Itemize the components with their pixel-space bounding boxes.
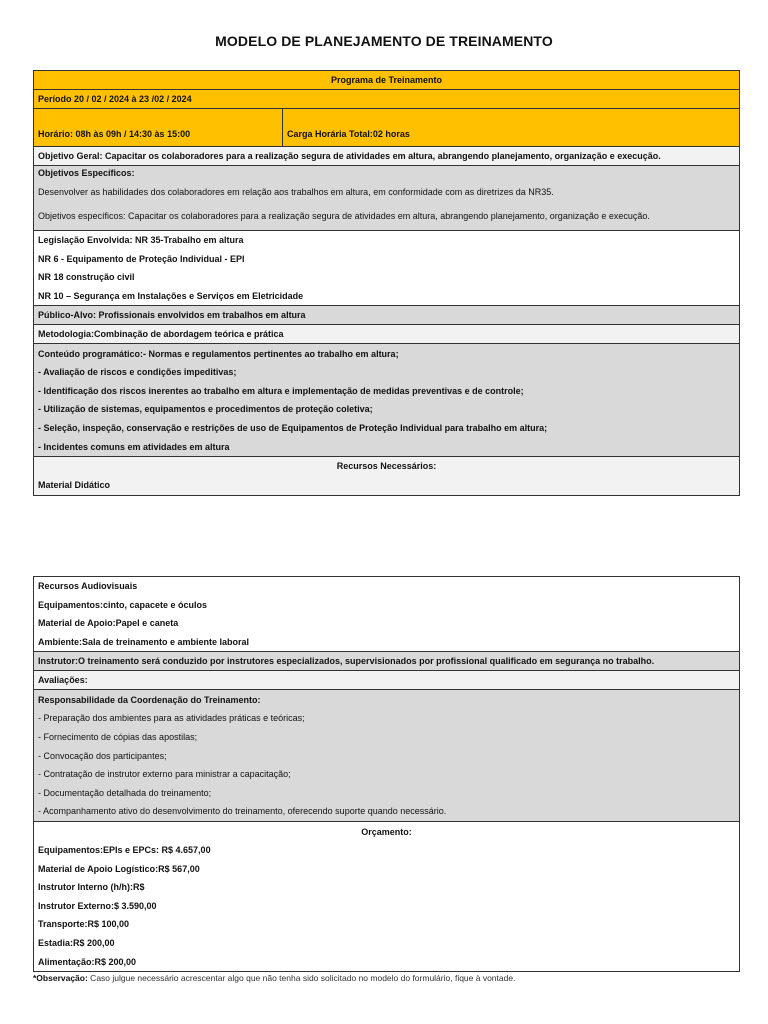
recursos-audiovisuais-row: [34, 577, 740, 652]
objetivos-especificos-cell: [34, 166, 740, 231]
avaliacoes-row: [34, 671, 740, 690]
orcamento-item: Transporte:R$ 100,00: [38, 919, 130, 930]
recursos-necessarios-cell: [34, 457, 740, 495]
orcamento-item: Equipamentos:EPIs e EPCs: R$ 4.657,00: [38, 845, 211, 856]
responsabilidade-item: - Acompanhamento ativo do desenvolvimento do treinamento, oferecendo suporte quando necessário.: [38, 806, 447, 817]
objetivos-especificos-row: [34, 166, 740, 231]
recursos-heading: Recursos Necessários:: [336, 461, 437, 472]
observacao-text: Caso julgue necessário acrescentar algo que não tenha sido solicitado no modelo do formulário, fique à vontade.: [87, 973, 516, 983]
conteudo-item: Conteúdo programático:- Normas e regulamentos pertinentes ao trabalho em altura;: [38, 348, 399, 359]
avaliacoes-cell: Avaliações:: [34, 671, 740, 690]
objetivo-especifico-item: Objetivos específicos: Capacitar os colaboradores para a realização segura de atividades em altura, abrangendo planejamento, organização e execução.: [38, 211, 650, 221]
programa-header: Programa de Treinamento: [34, 71, 740, 90]
conteudo-item: - Incidentes comuns em atividades em altura: [38, 441, 230, 452]
objetivo-geral-row: [34, 147, 740, 166]
objetivos-especificos-heading: Objetivos Específicos:: [38, 168, 135, 178]
recursos-row: [34, 457, 740, 495]
responsabilidade-row: [34, 690, 740, 822]
training-plan-table-part2: [33, 576, 740, 972]
responsabilidade-heading: Responsabilidade da Coordenação do Treinamento:: [38, 694, 261, 705]
conteudo-item: - Avaliação de riscos e condições impeditivas;: [38, 367, 237, 378]
horario-cell: Horário: 08h às 09h / 14:30 às 15:00: [34, 109, 283, 147]
horario-row: [34, 109, 740, 147]
conteudo-programatico-cell: [34, 344, 740, 457]
legislacao-item: NR 10 – Segurança em Instalações e Serviços em Eletricidade: [38, 290, 304, 301]
conteudo-item: - Utilização de sistemas, equipamentos e procedimentos de proteção coletiva;: [38, 404, 373, 415]
instrutor-cell: Instrutor:O treinamento será conduzido por instrutores especializados, supervisionados por profissional qualificado em segurança no trabalho.: [34, 652, 740, 671]
recursos-av-item: Recursos Audiovisuais: [38, 581, 138, 591]
orcamento-item: Instrutor Interno (h/h):R$: [38, 882, 145, 893]
recursos-audiovisuais-cell: [34, 577, 740, 652]
orcamento-item: Instrutor Externo:$ 3.590,00: [38, 900, 157, 911]
recursos-av-item: Equipamentos:cinto, capacete e óculos: [38, 599, 208, 610]
recursos-av-item: Material de Apoio:Papel e caneta: [38, 618, 179, 629]
responsabilidade-item: - Documentação detalhada do treinamento;: [38, 787, 212, 798]
orcamento-item: Estadia:R$ 200,00: [38, 938, 115, 949]
observacao-note: [33, 973, 515, 983]
programa-row: [34, 71, 740, 90]
publico-alvo-row: [34, 306, 740, 325]
metodologia-row: [34, 325, 740, 344]
metodologia-cell: Metodologia:Combinação de abordagem teórica e prática: [34, 325, 740, 344]
responsabilidade-item: - Preparação dos ambientes para as atividades práticas e teóricas;: [38, 713, 305, 724]
orcamento-cell: [34, 822, 740, 972]
recursos-av-item: Ambiente:Sala de treinamento e ambiente laboral: [38, 636, 250, 647]
periodo-cell: Período 20 / 02 / 2024 à 23 /02 / 2024: [34, 90, 740, 109]
observacao-label: *Observação:: [33, 973, 88, 983]
publico-alvo-cell: Público-Alvo: Profissionais envolvidos em trabalhos em altura: [34, 306, 740, 325]
legislacao-item: NR 18 construção civil: [38, 272, 135, 283]
page-title: MODELO DE PLANEJAMENTO DE TREINAMENTO: [215, 33, 553, 49]
orcamento-item: Alimentação:R$ 200,00: [38, 956, 137, 967]
material-didatico: Material Didático: [38, 479, 111, 490]
legislacao-cell: [34, 231, 740, 306]
objetivo-geral-cell: Objetivo Geral: Capacitar os colaboradores para a realização segura de atividades em altura, abrangendo planejamento, organização e execução.: [34, 147, 740, 166]
conteudo-item: - Identificação dos riscos inerentes ao trabalho em altura e implementação de medidas preventivas e de controle;: [38, 385, 524, 396]
orcamento-row: [34, 822, 740, 972]
periodo-row: [34, 90, 740, 109]
orcamento-item: Material de Apoio Logístico:R$ 567,00: [38, 863, 200, 874]
legislacao-row: [34, 231, 740, 306]
responsabilidade-cell: [34, 690, 740, 822]
responsabilidade-item: - Contratação de instrutor externo para ministrar a capacitação;: [38, 769, 291, 780]
legislacao-item: Legislação Envolvida: NR 35-Trabalho em altura: [38, 235, 244, 245]
orcamento-heading: Orçamento:: [361, 826, 412, 837]
carga-horaria-cell: Carga Horária Total:02 horas: [283, 109, 740, 147]
conteudo-row: [34, 344, 740, 457]
objetivo-especifico-item: Desenvolver as habilidades dos colaboradores em relação aos trabalhos em altura, em conformidade com as diretrizes da NR35.: [38, 187, 554, 197]
training-plan-table-part1: [33, 70, 740, 496]
instrutor-row: [34, 652, 740, 671]
responsabilidade-item: - Convocação dos participantes;: [38, 750, 167, 761]
legislacao-item: NR 6 - Equipamento de Proteção Individual - EPI: [38, 253, 245, 264]
conteudo-item: - Seleção, inspeção, conservação e restrições de uso de Equipamentos de Proteção Individual para trabalho em altura;: [38, 422, 548, 433]
responsabilidade-item: - Fornecimento de cópias das apostilas;: [38, 731, 198, 742]
